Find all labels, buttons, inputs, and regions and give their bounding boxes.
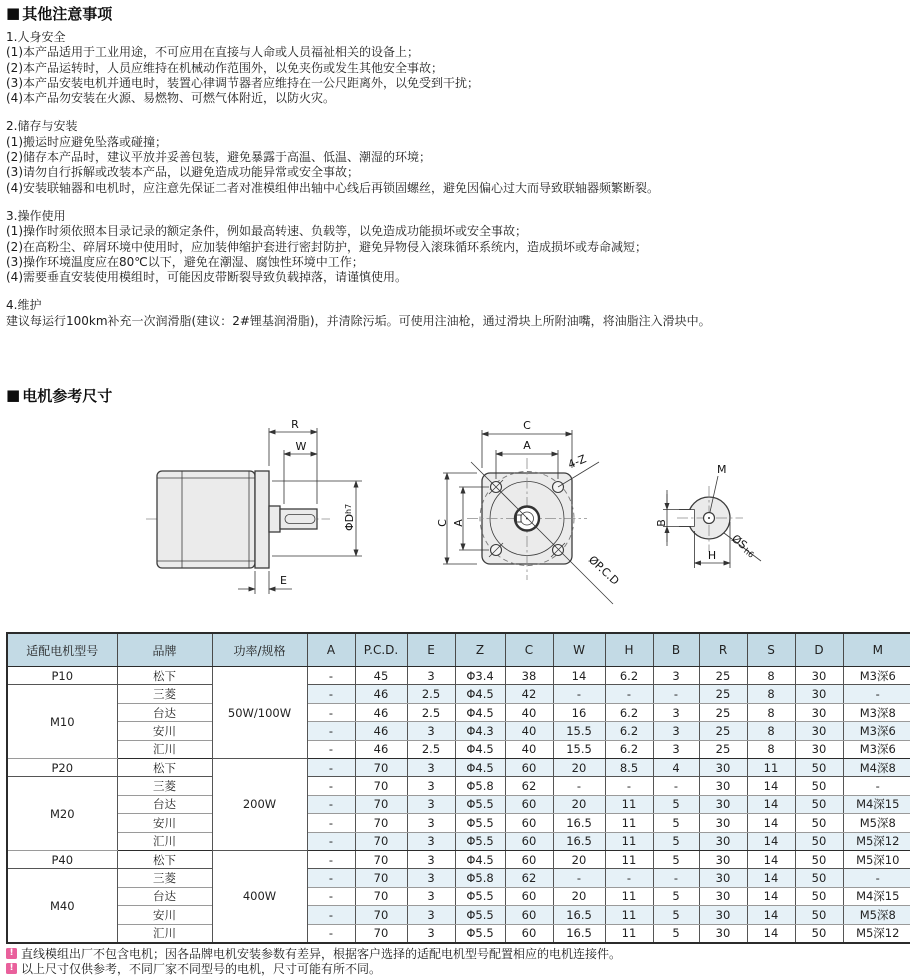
value-cell: 50: [795, 759, 843, 777]
value-cell: 20: [553, 759, 605, 777]
value-cell: -: [553, 777, 605, 795]
note-line: (2)储存本产品时，建议平放并妥善包装，避免暴露于高温、低温、潮湿的环境；: [6, 150, 432, 165]
table-row: [7, 906, 910, 924]
value-cell: 3: [407, 869, 455, 887]
value-cell: 6.2: [605, 722, 653, 740]
value-cell: Φ4.5: [455, 759, 505, 777]
section-heading: [6, 3, 908, 24]
value-cell: -: [307, 850, 355, 868]
value-cell: 25: [699, 740, 747, 758]
value-cell: 6.2: [605, 703, 653, 721]
value-cell: 60: [505, 924, 553, 943]
value-cell: Φ4.5: [455, 685, 505, 703]
value-cell: 30: [795, 703, 843, 721]
value-cell: 70: [355, 832, 407, 850]
brand-cell: 安川: [117, 722, 212, 740]
value-cell: 20: [553, 795, 605, 813]
value-cell: M5深8: [843, 814, 910, 832]
value-cell: -: [843, 777, 910, 795]
value-cell: M3深6: [843, 722, 910, 740]
motor-shaft: [280, 509, 317, 529]
value-cell: 16: [553, 703, 605, 721]
value-cell: 70: [355, 869, 407, 887]
value-cell: 3: [407, 759, 455, 777]
model-cell: P10: [7, 667, 117, 685]
brand-cell: 松下: [117, 667, 212, 685]
value-cell: Φ5.5: [455, 887, 505, 905]
brand-cell: 台达: [117, 795, 212, 813]
square-marker-icon: ■: [6, 386, 21, 405]
value-cell: 46: [355, 685, 407, 703]
value-cell: 25: [699, 722, 747, 740]
value-cell: 70: [355, 850, 407, 868]
value-cell: M4深15: [843, 887, 910, 905]
section-title-text: 其他注意事项: [22, 5, 113, 23]
footer-note-text: 直线模组出厂不包含电机；因各品牌电机安装参数有差异，根据客户选择的适配电机型号配置相应的电机连接件。: [21, 947, 622, 962]
value-cell: 14: [747, 924, 795, 943]
dim-label-m: M: [717, 463, 727, 477]
value-cell: 3: [407, 814, 455, 832]
value-cell: 14: [747, 906, 795, 924]
value-cell: 14: [747, 814, 795, 832]
value-cell: 30: [699, 777, 747, 795]
col-header-h: H: [605, 633, 653, 667]
value-cell: 5: [653, 906, 699, 924]
note-line: (3)请勿自行拆解或改装本产品，以避免造成功能异常或安全事故；: [6, 165, 360, 180]
value-cell: 14: [747, 850, 795, 868]
value-cell: -: [307, 759, 355, 777]
table-row: [7, 814, 910, 832]
motor-dimension-table: [6, 632, 910, 944]
value-cell: 70: [355, 777, 407, 795]
note-group-maintenance: [6, 298, 908, 329]
dim-label-e: E: [280, 574, 287, 588]
note-group-title: 3.操作使用: [6, 208, 66, 223]
value-cell: Φ5.5: [455, 795, 505, 813]
value-cell: 3: [653, 740, 699, 758]
value-cell: Φ5.5: [455, 924, 505, 943]
value-cell: 11: [605, 924, 653, 943]
col-header-pcd: P.C.D.: [355, 633, 407, 667]
value-cell: 62: [505, 777, 553, 795]
col-header-d: D: [795, 633, 843, 667]
value-cell: -: [605, 685, 653, 703]
value-cell: 11: [605, 906, 653, 924]
value-cell: 30: [699, 869, 747, 887]
table-row: [7, 667, 910, 685]
value-cell: 60: [505, 759, 553, 777]
value-cell: 30: [795, 722, 843, 740]
value-cell: 50: [795, 777, 843, 795]
col-header-z: Z: [455, 633, 505, 667]
note-line: (3)本产品安装电机并通电时，装置心律调节器者应维持在一公尺距离外，以免受到干扰；: [6, 75, 480, 90]
value-cell: 20: [553, 887, 605, 905]
footer-note: [6, 947, 908, 961]
shaft-boss: [269, 506, 280, 532]
value-cell: -: [843, 869, 910, 887]
value-cell: 30: [699, 759, 747, 777]
value-cell: -: [553, 685, 605, 703]
value-cell: -: [605, 869, 653, 887]
value-cell: 5: [653, 887, 699, 905]
brand-cell: 三菱: [117, 777, 212, 795]
col-header-model: 适配电机型号: [7, 633, 117, 667]
table-row: [7, 685, 910, 703]
value-cell: 2.5: [407, 685, 455, 703]
power-cell: 200W: [212, 759, 307, 851]
motor-front-view-drawing: [419, 416, 656, 616]
value-cell: 50: [795, 832, 843, 850]
value-cell: M3深8: [843, 703, 910, 721]
value-cell: -: [307, 722, 355, 740]
footer-notes: [6, 947, 908, 976]
value-cell: 50: [795, 814, 843, 832]
value-cell: 11: [605, 795, 653, 813]
footer-note-text: 以上尺寸仅供参考，不同厂家不同型号的电机，尺寸可能有所不同。: [21, 962, 382, 977]
value-cell: -: [307, 887, 355, 905]
value-cell: M4深8: [843, 759, 910, 777]
value-cell: M3深6: [843, 667, 910, 685]
value-cell: 16.5: [553, 814, 605, 832]
motor-body: [157, 471, 255, 568]
col-header-r: R: [699, 633, 747, 667]
value-cell: 2.5: [407, 740, 455, 758]
value-cell: -: [307, 924, 355, 943]
value-cell: 3: [407, 924, 455, 943]
value-cell: -: [307, 832, 355, 850]
value-cell: 14: [747, 795, 795, 813]
value-cell: 8.5: [605, 759, 653, 777]
col-header-power: 功率/规格: [212, 633, 307, 667]
brand-cell: 安川: [117, 814, 212, 832]
note-line: (1)本产品适用于工业用途，不可应用在直接与人命或人员福祉相关的设备上；: [6, 45, 420, 60]
square-marker-icon: ■: [6, 4, 21, 22]
brand-cell: 三菱: [117, 685, 212, 703]
dim-label-a-top: A: [523, 439, 531, 453]
value-cell: 25: [699, 685, 747, 703]
brand-cell: 松下: [117, 850, 212, 868]
exclamation-icon: !: [6, 963, 17, 974]
table-row: [7, 777, 910, 795]
value-cell: 60: [505, 814, 553, 832]
value-cell: 70: [355, 795, 407, 813]
col-header-m: M: [843, 633, 910, 667]
value-cell: 50: [795, 887, 843, 905]
value-cell: 8: [747, 703, 795, 721]
dim-label-w: W: [295, 440, 307, 454]
dim-label-shaft-dia-tol: h7: [344, 503, 353, 515]
value-cell: 30: [699, 795, 747, 813]
hub-keyway: [517, 515, 522, 522]
value-cell: M5深8: [843, 906, 910, 924]
value-cell: 3: [653, 703, 699, 721]
value-cell: 4: [653, 759, 699, 777]
value-cell: 70: [355, 759, 407, 777]
value-cell: 6.2: [605, 740, 653, 758]
value-cell: 25: [699, 667, 747, 685]
brand-cell: 台达: [117, 887, 212, 905]
note-group-title: 1.人身安全: [6, 30, 66, 44]
value-cell: 40: [505, 703, 553, 721]
value-cell: 25: [699, 703, 747, 721]
col-header-b: B: [653, 633, 699, 667]
col-header-brand: 品牌: [117, 633, 212, 667]
value-cell: 46: [355, 703, 407, 721]
dim-label-s-tol: h6: [741, 546, 756, 560]
value-cell: 8: [747, 722, 795, 740]
brand-cell: 安川: [117, 906, 212, 924]
value-cell: M4深15: [843, 795, 910, 813]
col-header-s: S: [747, 633, 795, 667]
value-cell: 46: [355, 740, 407, 758]
dims-section-heading: [6, 385, 908, 406]
value-cell: -: [605, 777, 653, 795]
shaft-end-view-drawing: [651, 416, 841, 616]
value-cell: 60: [505, 832, 553, 850]
value-cell: -: [307, 777, 355, 795]
value-cell: 11: [747, 759, 795, 777]
col-header-c: C: [505, 633, 553, 667]
flange-outline: [467, 458, 613, 604]
value-cell: -: [307, 814, 355, 832]
value-cell: 5: [653, 832, 699, 850]
value-cell: Φ5.5: [455, 814, 505, 832]
dim-label-r: R: [291, 418, 299, 432]
value-cell: 15.5: [553, 722, 605, 740]
value-cell: -: [307, 869, 355, 887]
value-cell: 11: [605, 887, 653, 905]
note-line: (1)搬运时应避免坠落或碰撞；: [6, 134, 167, 149]
value-cell: 14: [747, 887, 795, 905]
exclamation-icon: !: [6, 948, 17, 959]
value-cell: 11: [605, 850, 653, 868]
value-cell: 3: [653, 722, 699, 740]
value-cell: 38: [505, 667, 553, 685]
value-cell: 30: [699, 906, 747, 924]
power-cell: 50W/100W: [212, 667, 307, 759]
model-cell: P40: [7, 850, 117, 868]
col-header-w: W: [553, 633, 605, 667]
value-cell: 50: [795, 906, 843, 924]
value-cell: -: [653, 869, 699, 887]
value-cell: Φ4.5: [455, 703, 505, 721]
model-cell: M40: [7, 869, 117, 943]
table-row: [7, 832, 910, 850]
brand-cell: 松下: [117, 759, 212, 777]
note-line: 建议每运行100km补充一次润滑脂(建议：2#锂基润滑脂)，并清除污垢。可使用注油枪，通过滑块上所附油嘴，将油脂注入滑块中。: [6, 313, 711, 328]
note-group-storage: [6, 119, 908, 195]
value-cell: 70: [355, 924, 407, 943]
technical-drawings: [6, 416, 908, 623]
note-group-title: 4.维护: [6, 298, 42, 313]
dim-label-b: B: [655, 519, 668, 527]
model-cell: M20: [7, 777, 117, 851]
table-row: [7, 759, 910, 777]
note-group-title: 2.储存与安装: [6, 119, 78, 134]
value-cell: Φ5.5: [455, 832, 505, 850]
value-cell: Φ5.8: [455, 869, 505, 887]
note-group-safety: [6, 30, 908, 106]
table-row: [7, 850, 910, 868]
value-cell: 70: [355, 906, 407, 924]
value-cell: 20: [553, 850, 605, 868]
table-row: [7, 795, 910, 813]
pcd-label: ØP.C.D: [585, 553, 622, 588]
brand-cell: 三菱: [117, 869, 212, 887]
dim-label-c-left: C: [436, 519, 449, 527]
value-cell: Φ4.5: [455, 740, 505, 758]
value-cell: 42: [505, 685, 553, 703]
motor-flange: [255, 471, 269, 568]
model-cell: P20: [7, 759, 117, 777]
value-cell: -: [307, 685, 355, 703]
footer-note: [6, 962, 908, 976]
value-cell: 2.5: [407, 703, 455, 721]
value-cell: 50: [795, 869, 843, 887]
value-cell: 50: [795, 795, 843, 813]
value-cell: 30: [795, 685, 843, 703]
value-cell: 3: [407, 722, 455, 740]
value-cell: 11: [605, 814, 653, 832]
value-cell: 60: [505, 795, 553, 813]
hole-count-label: 4-Z: [566, 452, 589, 472]
value-cell: -: [653, 685, 699, 703]
value-cell: -: [307, 906, 355, 924]
note-line: (2)在高粉尘、碎屑环境中使用时，应加装伸缩护套进行密封防护，避免异物侵入滚珠循环系统内，造成损坏或寿命减短；: [6, 239, 648, 254]
note-line: (1)操作时须依照本目录记录的额定条件，例如最高转速、负载等，以免造成功能损坏或安全事故；: [6, 224, 528, 239]
value-cell: 50: [795, 924, 843, 943]
note-group-operation: [6, 209, 908, 285]
table-row: [7, 703, 910, 721]
brand-cell: 台达: [117, 703, 212, 721]
dim-label-a-left: A: [452, 519, 465, 527]
value-cell: 14: [553, 667, 605, 685]
value-cell: 11: [605, 832, 653, 850]
value-cell: Φ3.4: [455, 667, 505, 685]
note-line: (4)本产品勿安装在火源、易燃物、可燃气体附近，以防火灾。: [6, 91, 336, 106]
value-cell: 5: [653, 924, 699, 943]
table-row: [7, 722, 910, 740]
value-cell: 30: [699, 832, 747, 850]
value-cell: 15.5: [553, 740, 605, 758]
power-cell: 400W: [212, 850, 307, 942]
value-cell: 30: [699, 887, 747, 905]
value-cell: 3: [653, 667, 699, 685]
dim-label-s: ØS: [729, 532, 750, 552]
value-cell: 5: [653, 814, 699, 832]
motor-table-body: [7, 667, 910, 943]
brand-cell: 汇川: [117, 740, 212, 758]
value-cell: Φ5.8: [455, 777, 505, 795]
value-cell: 3: [407, 887, 455, 905]
value-cell: -: [307, 740, 355, 758]
col-header-a: A: [307, 633, 355, 667]
value-cell: -: [653, 777, 699, 795]
value-cell: 62: [505, 869, 553, 887]
value-cell: 14: [747, 869, 795, 887]
value-cell: 8: [747, 740, 795, 758]
dims-section-title-text: 电机参考尺寸: [22, 387, 113, 406]
value-cell: 60: [505, 906, 553, 924]
note-line: (2)本产品运转时，人员应维持在机械动作范围外，以免夹伤或发生其他安全事故；: [6, 60, 444, 75]
value-cell: 30: [795, 667, 843, 685]
table-row: [7, 887, 910, 905]
value-cell: 5: [653, 795, 699, 813]
value-cell: 70: [355, 887, 407, 905]
value-cell: Φ5.5: [455, 906, 505, 924]
value-cell: 8: [747, 685, 795, 703]
table-row: [7, 740, 910, 758]
value-cell: 46: [355, 722, 407, 740]
value-cell: 30: [699, 924, 747, 943]
value-cell: 16.5: [553, 906, 605, 924]
table-header-row: [7, 633, 910, 667]
note-line: (3)操作环境温度应在80℃以下，避免在潮湿、腐蚀性环境中工作；: [6, 254, 364, 269]
value-cell: M3深6: [843, 740, 910, 758]
value-cell: 30: [699, 814, 747, 832]
note-line: (4)需要垂直安装使用模组时，可能因皮带断裂导致负载掉落，请谨慎使用。: [6, 270, 408, 285]
value-cell: 14: [747, 777, 795, 795]
other-notes-section: [6, 3, 908, 329]
value-cell: -: [843, 685, 910, 703]
value-cell: 40: [505, 722, 553, 740]
value-cell: 30: [795, 740, 843, 758]
model-cell: M10: [7, 685, 117, 759]
value-cell: -: [307, 703, 355, 721]
value-cell: 30: [699, 850, 747, 868]
value-cell: 70: [355, 814, 407, 832]
value-cell: 14: [747, 832, 795, 850]
value-cell: M5深12: [843, 832, 910, 850]
value-cell: 60: [505, 887, 553, 905]
brand-cell: 汇川: [117, 832, 212, 850]
motor-side-view-drawing: [132, 416, 384, 616]
dim-label-shaft-dia: ΦD: [343, 513, 356, 532]
value-cell: 50: [795, 850, 843, 868]
table-row: [7, 924, 910, 943]
value-cell: 5: [653, 850, 699, 868]
brand-cell: 汇川: [117, 924, 212, 943]
dim-label-c-top: C: [523, 419, 531, 433]
value-cell: 45: [355, 667, 407, 685]
value-cell: 40: [505, 740, 553, 758]
value-cell: M5深10: [843, 850, 910, 868]
dim-label-h: H: [707, 549, 717, 563]
value-cell: -: [553, 869, 605, 887]
note-line: (4)安装联轴器和电机时，应注意先保证二者对准模组伸出轴中心线后再锁固螺丝，避免因偏心过大而导致联轴器频繁断裂。: [6, 180, 660, 195]
value-cell: 3: [407, 850, 455, 868]
value-cell: 3: [407, 906, 455, 924]
value-cell: 16.5: [553, 924, 605, 943]
value-cell: -: [307, 795, 355, 813]
motor-body-outline: [146, 471, 330, 568]
value-cell: Φ4.3: [455, 722, 505, 740]
value-cell: 3: [407, 832, 455, 850]
value-cell: -: [307, 667, 355, 685]
value-cell: 8: [747, 667, 795, 685]
col-header-e: E: [407, 633, 455, 667]
value-cell: 3: [407, 777, 455, 795]
value-cell: 16.5: [553, 832, 605, 850]
value-cell: Φ4.5: [455, 850, 505, 868]
value-cell: 6.2: [605, 667, 653, 685]
value-cell: M5深12: [843, 924, 910, 943]
value-cell: 3: [407, 795, 455, 813]
table-row: [7, 869, 910, 887]
value-cell: 60: [505, 850, 553, 868]
value-cell: 3: [407, 667, 455, 685]
